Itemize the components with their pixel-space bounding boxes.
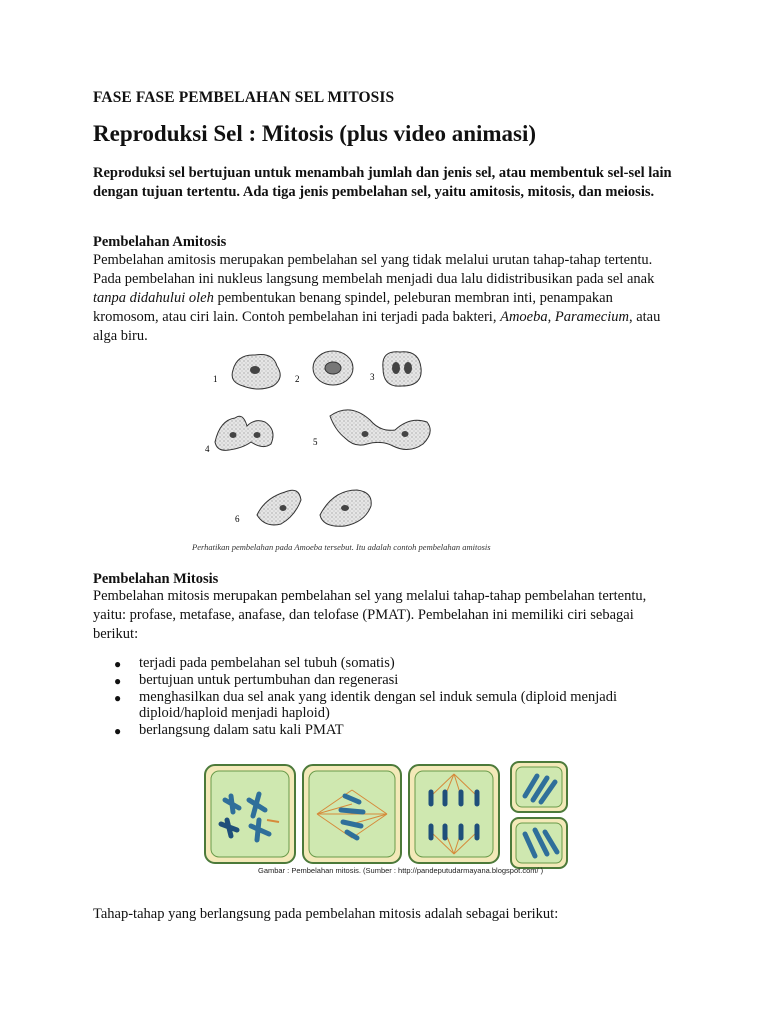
amitosis-text-3: , (547, 309, 555, 325)
mitosis-paragraph: Pembelahan mitosis merupakan pembelahan sel yang melalui tahap-tahap pembelahan tertentu, yaitu: profase, metafase, anafase, dan telofase (PMAT). Pembelahan ini memiliki ciri sebagai berikut: (93, 588, 647, 642)
amitosis-italic-paramecium: Paramecium (554, 309, 629, 325)
document-heading: FASE FASE PEMBELAHAN SEL MITOSIS (93, 89, 395, 106)
figure-number-5: 5 (313, 437, 318, 447)
list-item: ● berlangsung dalam satu kali PMAT (114, 722, 344, 738)
amitosis-text-1: Pembelahan amitosis merupakan pembelahan sel yang tidak melalui urutan tahap-tahap tertentu. Pada pembelahan ini nukleus langsung membelah menjadi dua lalu didistribusikan pada sel anak (93, 252, 655, 287)
amitosis-italic-amoeba: Amoeba (500, 309, 548, 325)
amoeba-division-figure (195, 340, 565, 540)
amitosis-paragraph (93, 251, 673, 346)
figure-number-3: 3 (370, 372, 375, 382)
mitosis-figure-caption: Gambar : Pembelahan mitosis. (Sumber : http://pandeputudarmayana.blogspot.com/ ) (258, 866, 544, 875)
mitosis-stages-figure (195, 760, 575, 880)
amitosis-italic-1: tanpa didahului oleh (93, 290, 214, 306)
list-item: ● menghasilkan dua sel anak yang identik dengan sel induk semula (diploid menjadi diploid/haploid menjadi haploid) (114, 689, 617, 721)
amoeba-figure-caption: Perhatikan pembelahan pada Amoeba tersebut. Itu adalah contoh pembelahan amitosis (192, 542, 491, 552)
cell-metafase (303, 765, 401, 863)
list-item: ● bertujuan untuk pertumbuhan dan regenerasi (114, 672, 399, 688)
amitosis-title: Pembelahan Amitosis (93, 234, 227, 250)
list-item: ● terjadi pada pembelahan sel tubuh (somatis) (114, 655, 395, 671)
mitosis-title: Pembelahan Mitosis (93, 571, 219, 587)
figure-number-2: 2 (295, 374, 300, 384)
amitosis-text-2: pembentukan benang spindel, peleburan membran inti, penampakan kromosom, atau ciri lain. Contoh pembelahan ini terjadi pada bakteri, (93, 290, 613, 325)
intro-paragraph: Reproduksi sel bertujuan untuk menambah jumlah dan jenis sel, atau membentuk sel-sel lain dengan tujuan tertentu. Ada tiga jenis pembelahan sel, yaitu amitosis, mitosis, dan meiosis. (93, 165, 672, 200)
figure-number-6: 6 (235, 514, 240, 524)
figure-number-4: 4 (205, 444, 210, 454)
article-title: Reproduksi Sel : Mitosis (plus video animasi) (93, 121, 537, 146)
figure-number-1: 1 (213, 374, 218, 384)
cell-telofase (511, 762, 567, 868)
cell-anafase (409, 765, 499, 863)
cell-profase (205, 765, 295, 863)
mitosis-characteristics-list (93, 655, 699, 739)
closing-sentence: Tahap-tahap yang berlangsung pada pembelahan mitosis adalah sebagai berikut: (93, 906, 559, 922)
amitosis-text-4: , atau alga biru. (93, 309, 661, 344)
